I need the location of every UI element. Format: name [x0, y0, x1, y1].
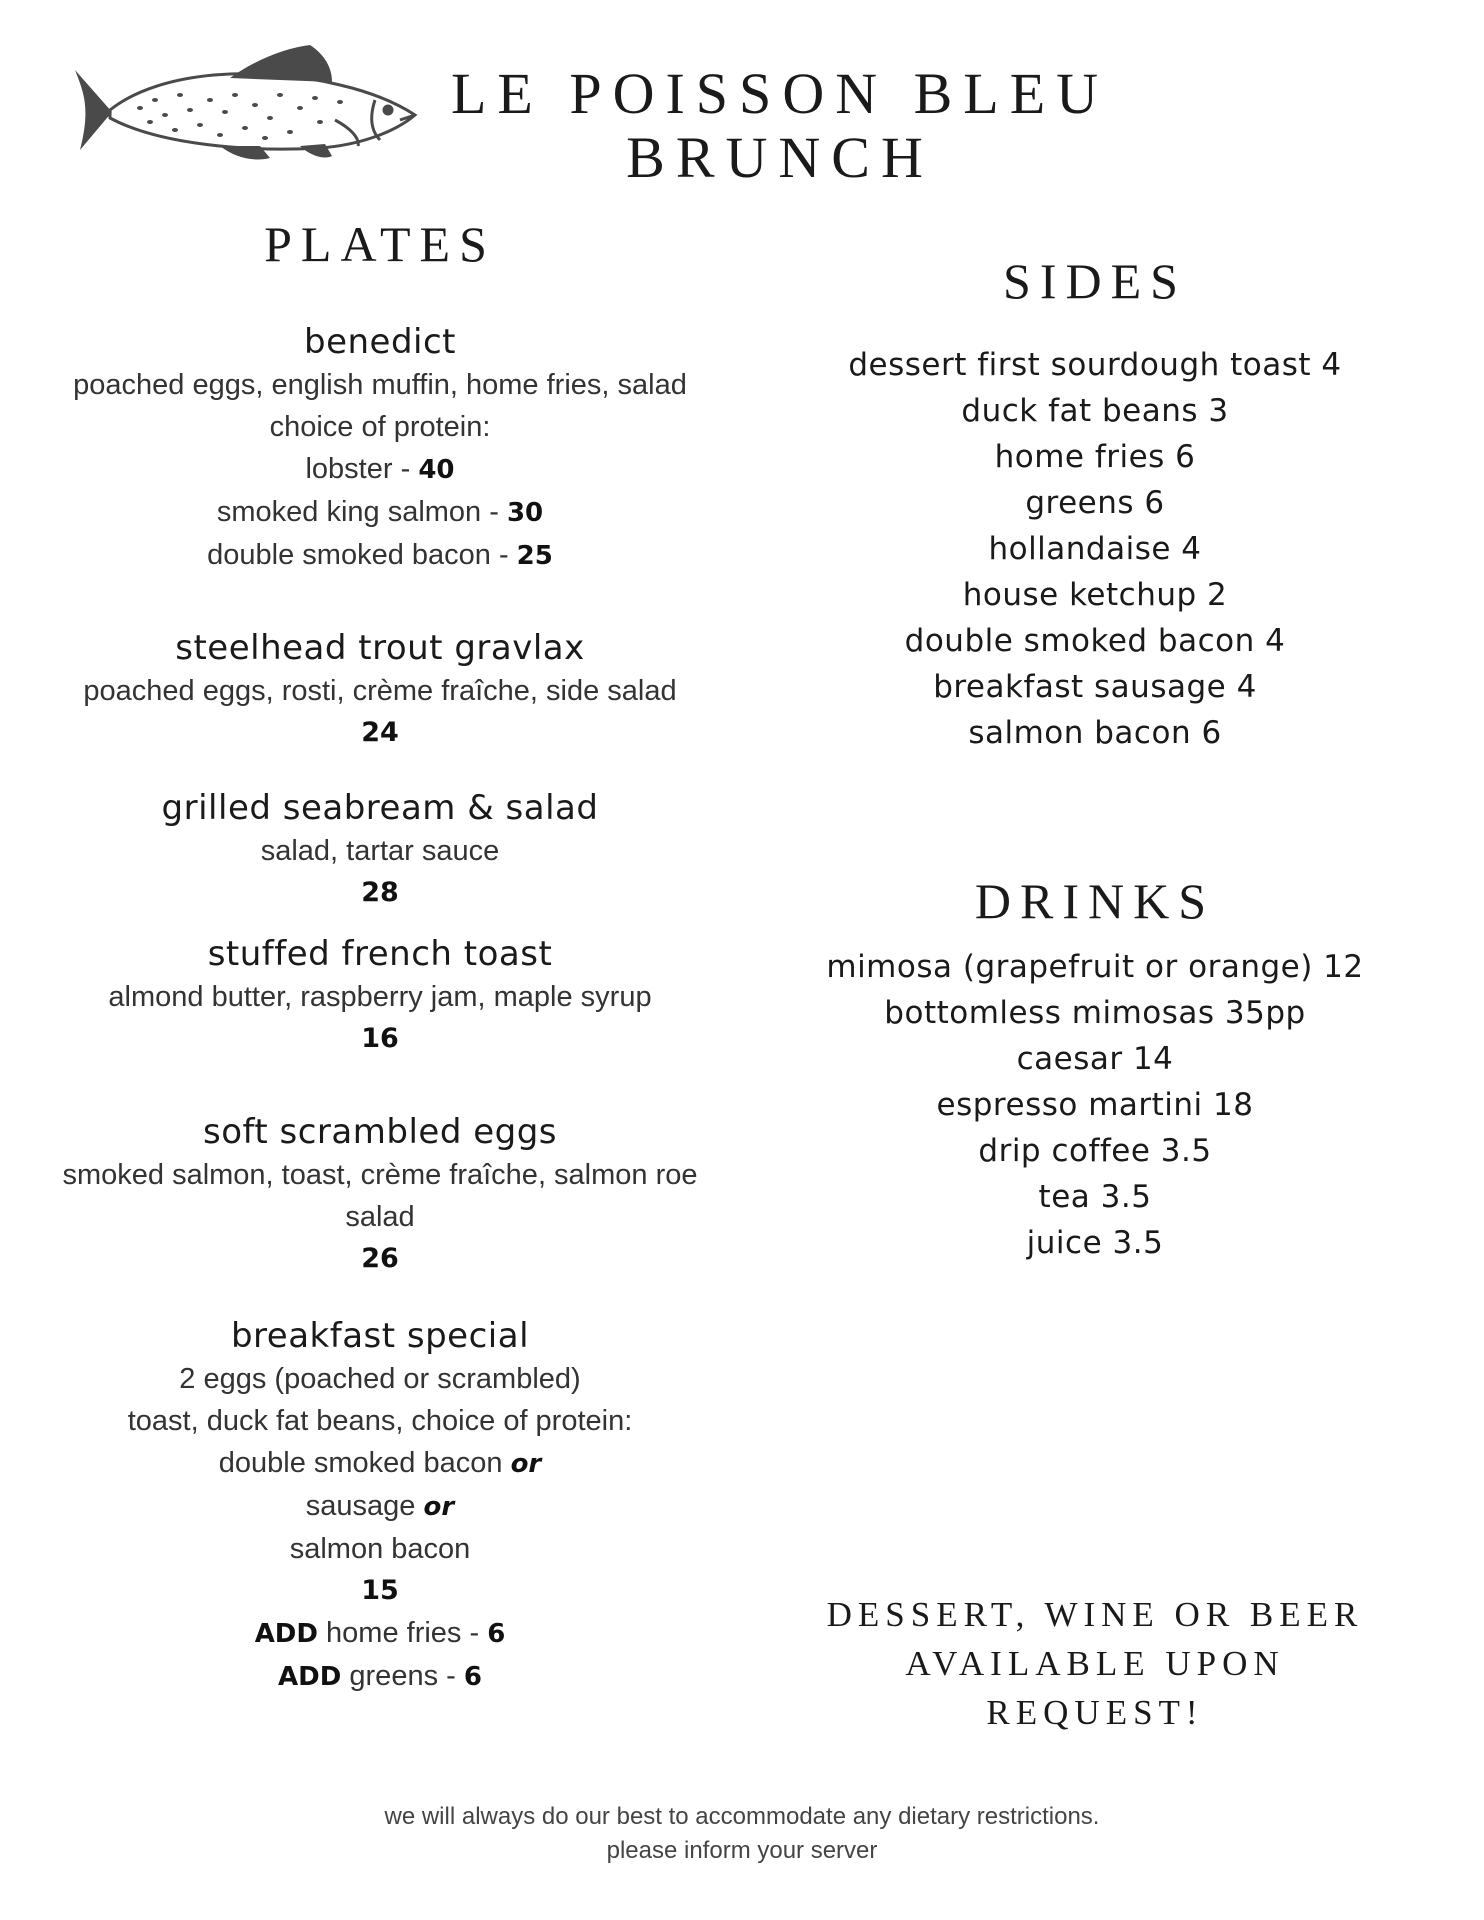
drink-item: drip coffee 3.5 — [978, 1133, 1212, 1169]
drinks-heading: DRINKS — [974, 873, 1216, 929]
drink-item: juice 3.5 — [1026, 1225, 1164, 1261]
protein-label: choice of protein: — [269, 411, 491, 443]
plates-heading: PLATES — [264, 216, 496, 272]
side-item: home fries 6 — [994, 439, 1196, 475]
option-label: double smoked bacon — [218, 1447, 511, 1479]
side-item: breakfast sausage 4 — [933, 669, 1257, 705]
footer-note — [0, 1800, 1484, 1868]
side-item: greens 6 — [1025, 485, 1165, 521]
add-on-label: greens - — [341, 1660, 464, 1692]
dish-name: benedict — [303, 322, 457, 362]
dish-name: soft scrambled eggs — [203, 1112, 557, 1152]
add-word: ADD — [278, 1662, 342, 1692]
side-item: hollandaise 4 — [988, 531, 1202, 567]
or-word: or — [423, 1492, 455, 1522]
drink-item: espresso martini 18 — [936, 1087, 1254, 1123]
restaurant-title — [430, 62, 1130, 190]
dish-price: 15 — [361, 1575, 399, 1606]
dish-breakfast-special — [40, 1314, 720, 1698]
protein-option — [40, 1485, 720, 1528]
dish-price: 28 — [361, 877, 399, 908]
option-price: 30 — [506, 498, 544, 528]
add-on-price: 6 — [463, 1662, 482, 1692]
dish-description: smoked salmon, toast, crème fraîche, salmon roe — [62, 1159, 698, 1191]
sides-list — [770, 342, 1420, 756]
drink-item: mimosa (grapefruit or orange) 12 — [826, 949, 1364, 985]
add-word: ADD — [254, 1619, 318, 1649]
side-item: double smoked bacon 4 — [904, 623, 1286, 659]
protein-option: salmon bacon — [289, 1533, 471, 1565]
notice-line: REQUEST! — [986, 1693, 1204, 1732]
sides-heading: SIDES — [1003, 253, 1187, 309]
fish-icon — [70, 40, 430, 165]
option-label: smoked king salmon - — [216, 496, 507, 528]
dish-price: 24 — [361, 717, 399, 748]
add-on-price: 6 — [487, 1619, 506, 1649]
dish-seabream — [40, 786, 720, 914]
side-item: house ketchup 2 — [962, 577, 1228, 613]
dish-price: 16 — [361, 1023, 399, 1054]
drink-item: tea 3.5 — [1038, 1179, 1152, 1215]
dish-soft-scrambled-eggs — [40, 1110, 720, 1280]
side-item: dessert first sourdough toast 4 — [848, 347, 1342, 383]
dish-description: almond butter, raspberry jam, maple syrup — [108, 981, 652, 1013]
add-on — [40, 1612, 720, 1655]
dish-french-toast — [40, 932, 720, 1060]
drink-item: caesar 14 — [1016, 1041, 1174, 1077]
add-on-label: home fries - — [317, 1617, 488, 1649]
drinks-list — [770, 944, 1420, 1266]
dish-price: 26 — [361, 1243, 399, 1274]
title-line-1: LE POISSON BLEU — [450, 61, 1110, 126]
protein-option — [40, 448, 720, 491]
dish-name: stuffed french toast — [207, 934, 553, 974]
side-item: salmon bacon 6 — [968, 715, 1222, 751]
title-line-2: BRUNCH — [626, 125, 934, 190]
or-word: or — [510, 1449, 542, 1479]
dish-description: 2 eggs (poached or scrambled) — [179, 1363, 581, 1395]
dish-description: salad — [345, 1201, 415, 1233]
dish-description: poached eggs, rosti, crème fraîche, side salad — [83, 675, 677, 707]
dish-name: steelhead trout gravlax — [175, 628, 585, 668]
footer-line: we will always do our best to accommodate any dietary restrictions. — [384, 1803, 1100, 1830]
dish-description: poached eggs, english muffin, home fries, salad — [73, 369, 687, 401]
option-label: double smoked bacon - — [207, 539, 517, 571]
add-on — [40, 1655, 720, 1698]
option-label: sausage — [305, 1490, 424, 1522]
footer-line: please inform your server — [606, 1837, 878, 1864]
protein-option — [40, 1442, 720, 1485]
option-price: 40 — [418, 455, 455, 485]
dish-description: toast, duck fat beans, choice of protein: — [127, 1405, 633, 1437]
protein-option — [40, 491, 720, 534]
notice-line: AVAILABLE UPON — [905, 1644, 1285, 1683]
dish-gravlax — [40, 626, 720, 754]
drink-item: bottomless mimosas 35pp — [884, 995, 1306, 1031]
dish-description: salad, tartar sauce — [260, 835, 500, 867]
dish-name: breakfast special — [230, 1316, 530, 1356]
option-label: lobster - — [305, 453, 419, 485]
request-notice — [770, 1590, 1420, 1737]
option-price: 25 — [516, 541, 553, 571]
notice-line: DESSERT, WINE OR BEER — [826, 1595, 1364, 1634]
dish-benedict — [40, 320, 720, 577]
dish-name: grilled seabream & salad — [161, 788, 599, 828]
protein-option — [40, 534, 720, 577]
side-item: duck fat beans 3 — [961, 393, 1229, 429]
